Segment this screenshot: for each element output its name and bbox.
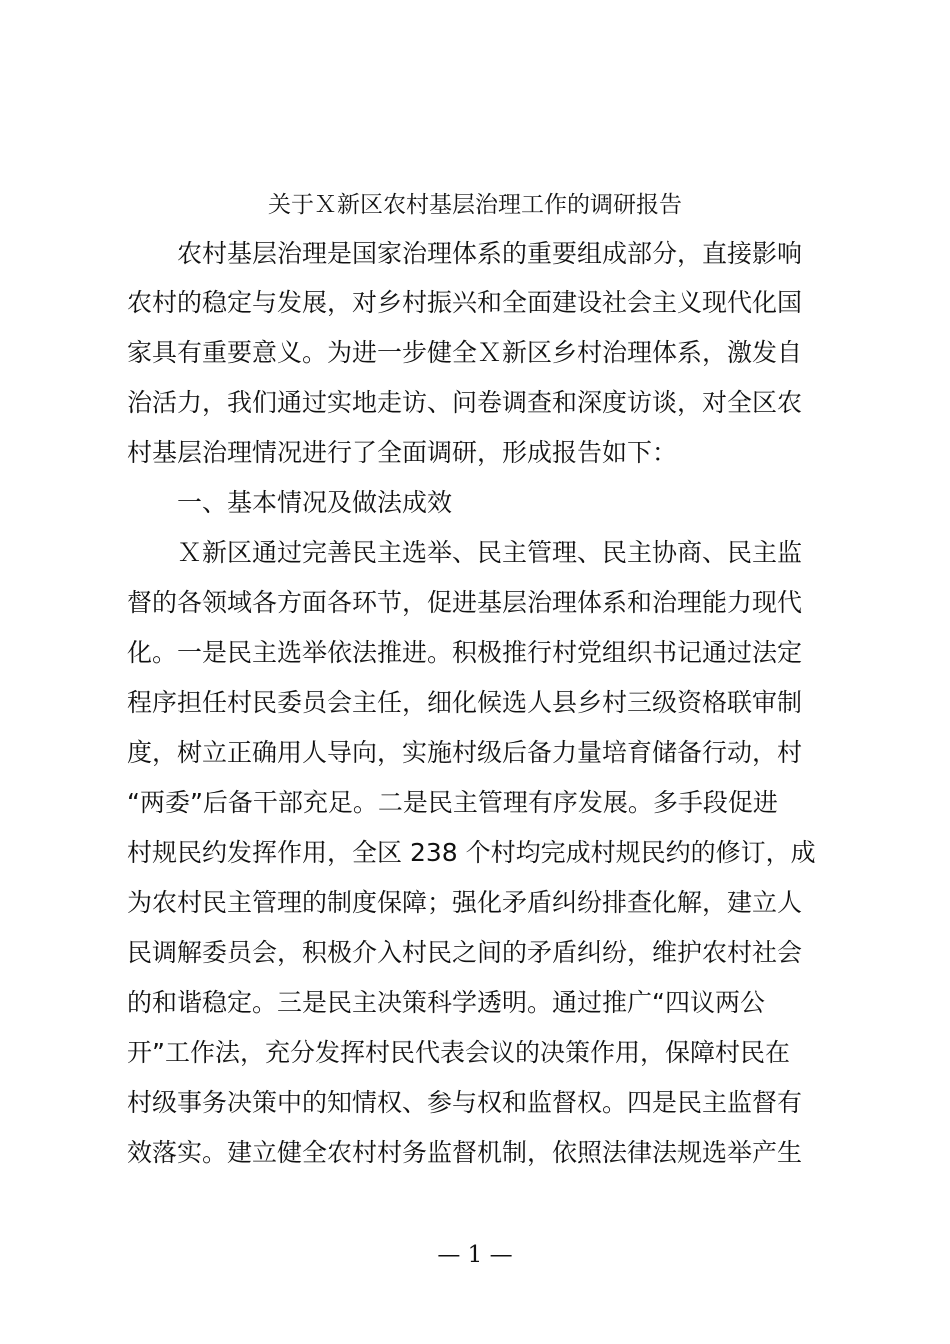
page-number: — 1 — <box>437 1242 513 1268</box>
body-line-10: 程序担任村民委员会主任，细化候选人县乡村三级资格联审制 <box>127 688 803 717</box>
body-line-19: 效落实。建立健全农村村务监督机制，依照法律法规选举产生 <box>127 1138 803 1167</box>
body-line-4: 治活力，我们通过实地走访、问卷调查和深度访谈，对全区农 <box>127 388 803 417</box>
section-heading: 一、基本情况及做法成效 <box>127 488 453 517</box>
body-line-5: 村基层治理情况进行了全面调研，形成报告如下： <box>127 438 678 467</box>
body-line-8: 督的各领域各方面各环节，促进基层治理体系和治理能力现代 <box>127 588 803 617</box>
document-title: 关于Ｘ新区农村基层治理工作的调研报告 <box>268 192 682 218</box>
body-line-18: 村级事务决策中的知情权、参与权和监督权。四是民主监督有 <box>127 1088 803 1117</box>
body-line-15: 民调解委员会，积极介入村民之间的矛盾纠纷，维护农村社会 <box>127 938 803 967</box>
body-line-3: 家具有重要意义。为进一步健全Ｘ新区乡村治理体系，激发自 <box>127 338 803 367</box>
body-line-12: “两委”后备干部充足。二是民主管理有序发展。多手段促进 <box>127 788 778 817</box>
body-line-13: 村规民约发挥作用，全区 238 个村均完成村规民约的修订，成 <box>127 838 816 867</box>
body-line-1: 农村基层治理是国家治理体系的重要组成部分，直接影响 <box>127 239 803 268</box>
body-line-2: 农村的稳定与发展，对乡村振兴和全面建设社会主义现代化国 <box>127 288 803 317</box>
body-line-17: 开”工作法，充分发挥村民代表会议的决策作用，保障村民在 <box>127 1038 790 1067</box>
body-line-11: 度，树立正确用人导向，实施村级后备力量培育储备行动，村 <box>127 738 803 767</box>
body-line-7: Ｘ新区通过完善民主选举、民主管理、民主协商、民主监 <box>127 538 803 567</box>
body-line-16: 的和谐稳定。三是民主决策科学透明。通过推广“四议两公 <box>127 988 765 1017</box>
body-line-14: 为农村民主管理的制度保障；强化矛盾纠纷排查化解，建立人 <box>127 888 803 917</box>
body-line-9: 化。一是民主选举依法推进。积极推行村党组织书记通过法定 <box>127 638 803 667</box>
